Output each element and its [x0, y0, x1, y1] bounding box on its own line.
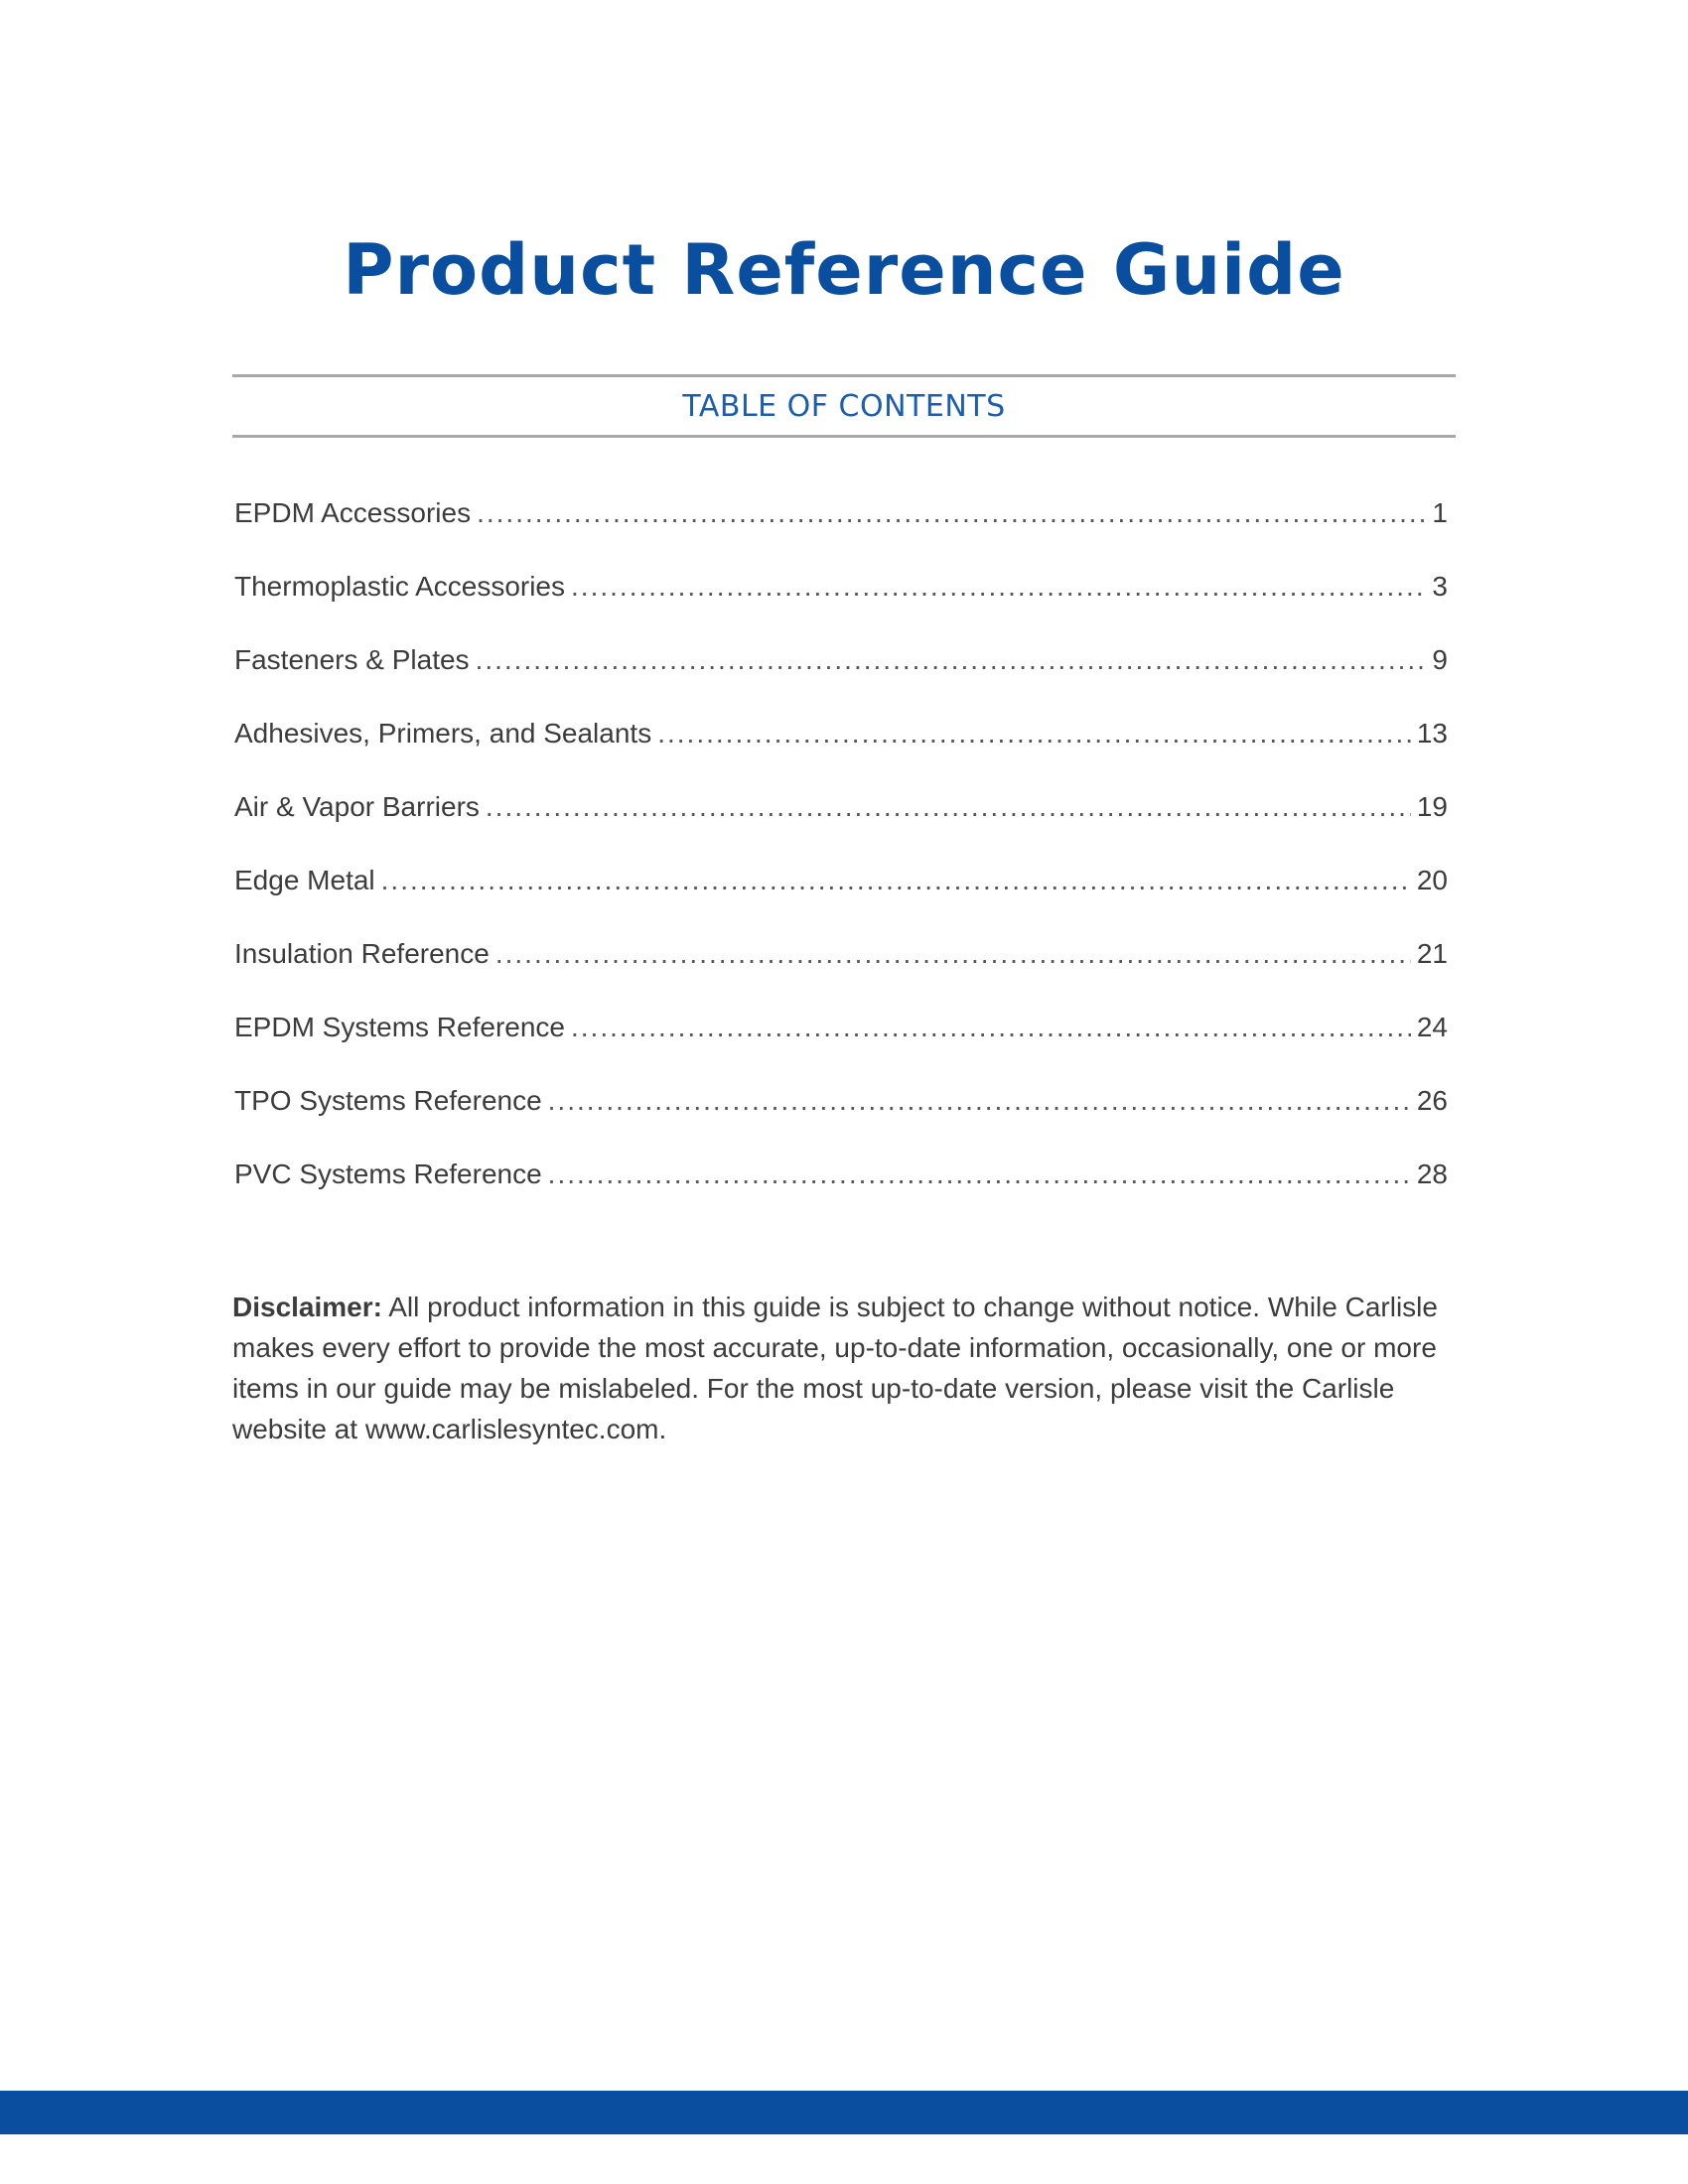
page-title: Product Reference Guide — [343, 228, 1345, 311]
toc-page-number: 20 — [1416, 865, 1448, 895]
disclaimer-label: Disclaimer: — [232, 1292, 382, 1322]
toc-page-number: 24 — [1416, 1012, 1448, 1042]
toc-page-number: 26 — [1416, 1085, 1448, 1116]
toc-page-number: 13 — [1416, 718, 1448, 749]
toc-dot-leader — [548, 1077, 1411, 1125]
toc-item-label: Insulation Reference — [234, 938, 490, 969]
toc-item-label: Fasteners & Plates — [234, 644, 470, 675]
toc-dot-leader — [476, 636, 1427, 684]
toc-item-label: PVC Systems Reference — [234, 1159, 542, 1189]
toc-item-tpo-systems-reference[interactable] — [234, 1077, 1448, 1151]
toc-page-number: 1 — [1432, 497, 1448, 528]
toc-item-label: TPO Systems Reference — [234, 1085, 542, 1116]
disclaimer-text: All product information in this guide is subject to change without notice. While Carlisle makes every effort to provide the most accurate, up-to-date information, occasionally, one or more items in our guide may be mislabeled. For the most up-to-date version, please visit the Carlisle website at www.carlislesyntec.com. — [232, 1292, 1438, 1444]
toc-item-label: Adhesives, Primers, and Sealants — [234, 718, 652, 749]
disclaimer — [232, 1287, 1456, 1449]
toc-dot-leader — [495, 930, 1411, 978]
toc-item-label: Air & Vapor Barriers — [234, 791, 480, 822]
toc-page-number: 19 — [1416, 791, 1448, 822]
toc-item-fasteners-plates[interactable] — [234, 636, 1448, 710]
toc-page-number: 3 — [1432, 571, 1448, 602]
toc-page-number: 28 — [1416, 1159, 1448, 1189]
toc-item-thermoplastic-accessories[interactable] — [234, 563, 1448, 636]
toc-item-adhesives-primers-sealants[interactable] — [234, 710, 1448, 783]
toc-item-epdm-accessories[interactable] — [234, 489, 1448, 563]
toc-bottom-rule — [232, 435, 1456, 438]
toc-dot-leader — [381, 857, 1411, 904]
table-of-contents — [234, 489, 1448, 1224]
toc-dot-leader — [486, 783, 1411, 831]
toc-item-epdm-systems-reference[interactable] — [234, 1004, 1448, 1077]
toc-item-insulation-reference[interactable] — [234, 930, 1448, 1004]
toc-item-label: EPDM Accessories — [234, 497, 472, 528]
toc-dot-leader — [548, 1151, 1411, 1198]
toc-item-air-vapor-barriers[interactable] — [234, 783, 1448, 857]
toc-heading: TABLE OF CONTENTS — [682, 389, 1006, 424]
toc-page-number: 21 — [1416, 938, 1448, 969]
footer-band — [0, 2091, 1688, 2134]
toc-dot-leader — [477, 489, 1426, 537]
toc-item-label: Edge Metal — [234, 865, 375, 895]
toc-dot-leader — [571, 563, 1426, 611]
toc-page-number: 9 — [1432, 644, 1448, 675]
toc-item-label: EPDM Systems Reference — [234, 1012, 565, 1042]
toc-item-label: Thermoplastic Accessories — [234, 571, 566, 602]
toc-dot-leader — [657, 710, 1411, 757]
toc-dot-leader — [571, 1004, 1411, 1051]
toc-item-pvc-systems-reference[interactable] — [234, 1151, 1448, 1224]
toc-item-edge-metal[interactable] — [234, 857, 1448, 930]
toc-top-rule — [232, 374, 1456, 377]
